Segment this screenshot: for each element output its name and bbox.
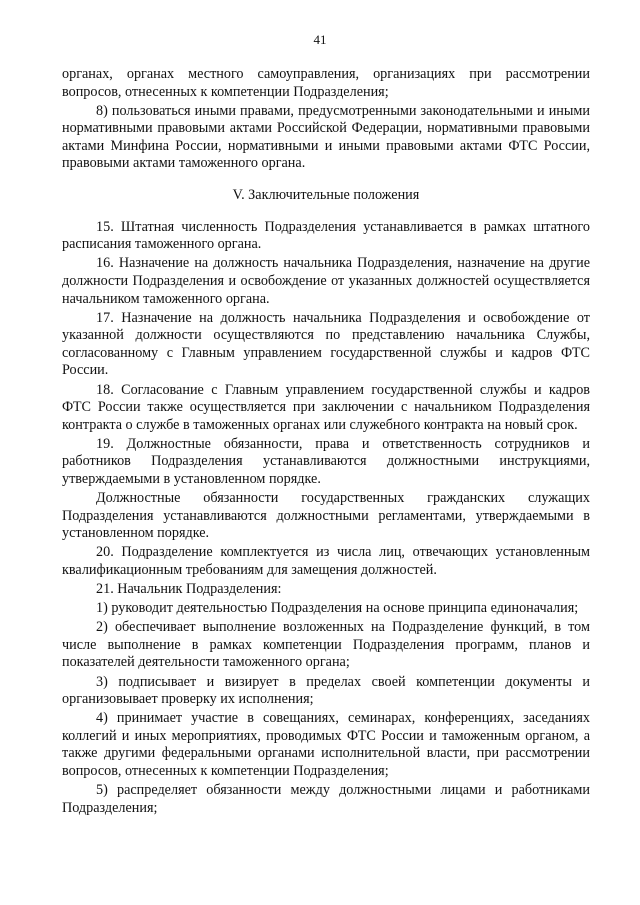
list-item: 2) обеспечивает выполнение возложенных на Подразделение функций, в том числе выполнение в рамках компетенции Подразделения программ, планов и показателей деятельности таможенного органа;: [62, 619, 590, 671]
paragraph: Должностные обязанности государственных гражданских служащих Подразделения устанавливаются должностными регламентами, утверждаемыми в установленном порядке.: [62, 490, 590, 542]
paragraph-item-21: 21. Начальник Подразделения:: [96, 581, 282, 598]
document-body: [62, 66, 590, 819]
paragraph-item-17: 17. Назначение на должность начальника Подразделения и освобождение от указанной должности осуществляются по представлению начальника Службы, согласованному с Главным управлением государственной службы и кадров ФТС России.: [62, 309, 590, 379]
list-item: 5) распределяет обязанности между должностными лицами и работниками Подразделения;: [62, 782, 590, 816]
paragraph-item-16: 16. Назначение на должность начальника Подразделения, назначение на другие должности Подразделения и освобождение от указанных должностей осуществляется начальником таможенного органа.: [62, 255, 590, 307]
list-item: 3) подписывает и визирует в пределах своей компетенции документы и организовывает проверку их исполнения;: [62, 673, 590, 708]
paragraph: органах, органах местного самоуправления, организациях при рассмотрении вопросов, отнесенных к компетенции Подразделения;: [62, 66, 590, 100]
page-number: 41: [313, 32, 327, 47]
paragraph-item-15: 15. Штатная численность Подразделения устанавливается в рамках штатного расписания таможенного органа.: [62, 218, 590, 253]
paragraph-item-19: 19. Должностные обязанности, права и ответственность сотрудников и работников Подразделения устанавливаются должностными инструкциями, утверждаемыми в установленном порядке.: [62, 435, 590, 487]
list-item: 4) принимает участие в совещаниях, семинарах, конференциях, заседаниях коллегий и иных мероприятиях, проводимых ФТС России и таможенным органом, а также другими федеральными органами исполнительной власти, при рассмотрении вопросов, отнесенных к компетенции Подразделения;: [62, 710, 590, 779]
list-item: 1) руководит деятельностью Подразделения на основе принципа единоначалия;: [96, 600, 579, 617]
paragraph-item-20: 20. Подразделение комплектуется из числа лиц, отвечающих установленным квалификационным требованиям для замещения должностей.: [62, 544, 590, 578]
paragraph: 8) пользоваться иными правами, предусмотренными законодательными и иными нормативными правовыми актами Российской Федерации, нормативными правовыми актами Минфина России, нормативными и иными правовыми актами ФТС России, правовыми актами таможенного органа.: [62, 102, 590, 172]
paragraph-item-18: 18. Согласование с Главным управлением государственной службы и кадров ФТС России также осуществляется при заключении с начальником Подразделения контракта о службе в таможенных органах или служебного контракта на новый срок.: [62, 381, 590, 433]
section-heading: V. Заключительные положения: [232, 187, 420, 204]
